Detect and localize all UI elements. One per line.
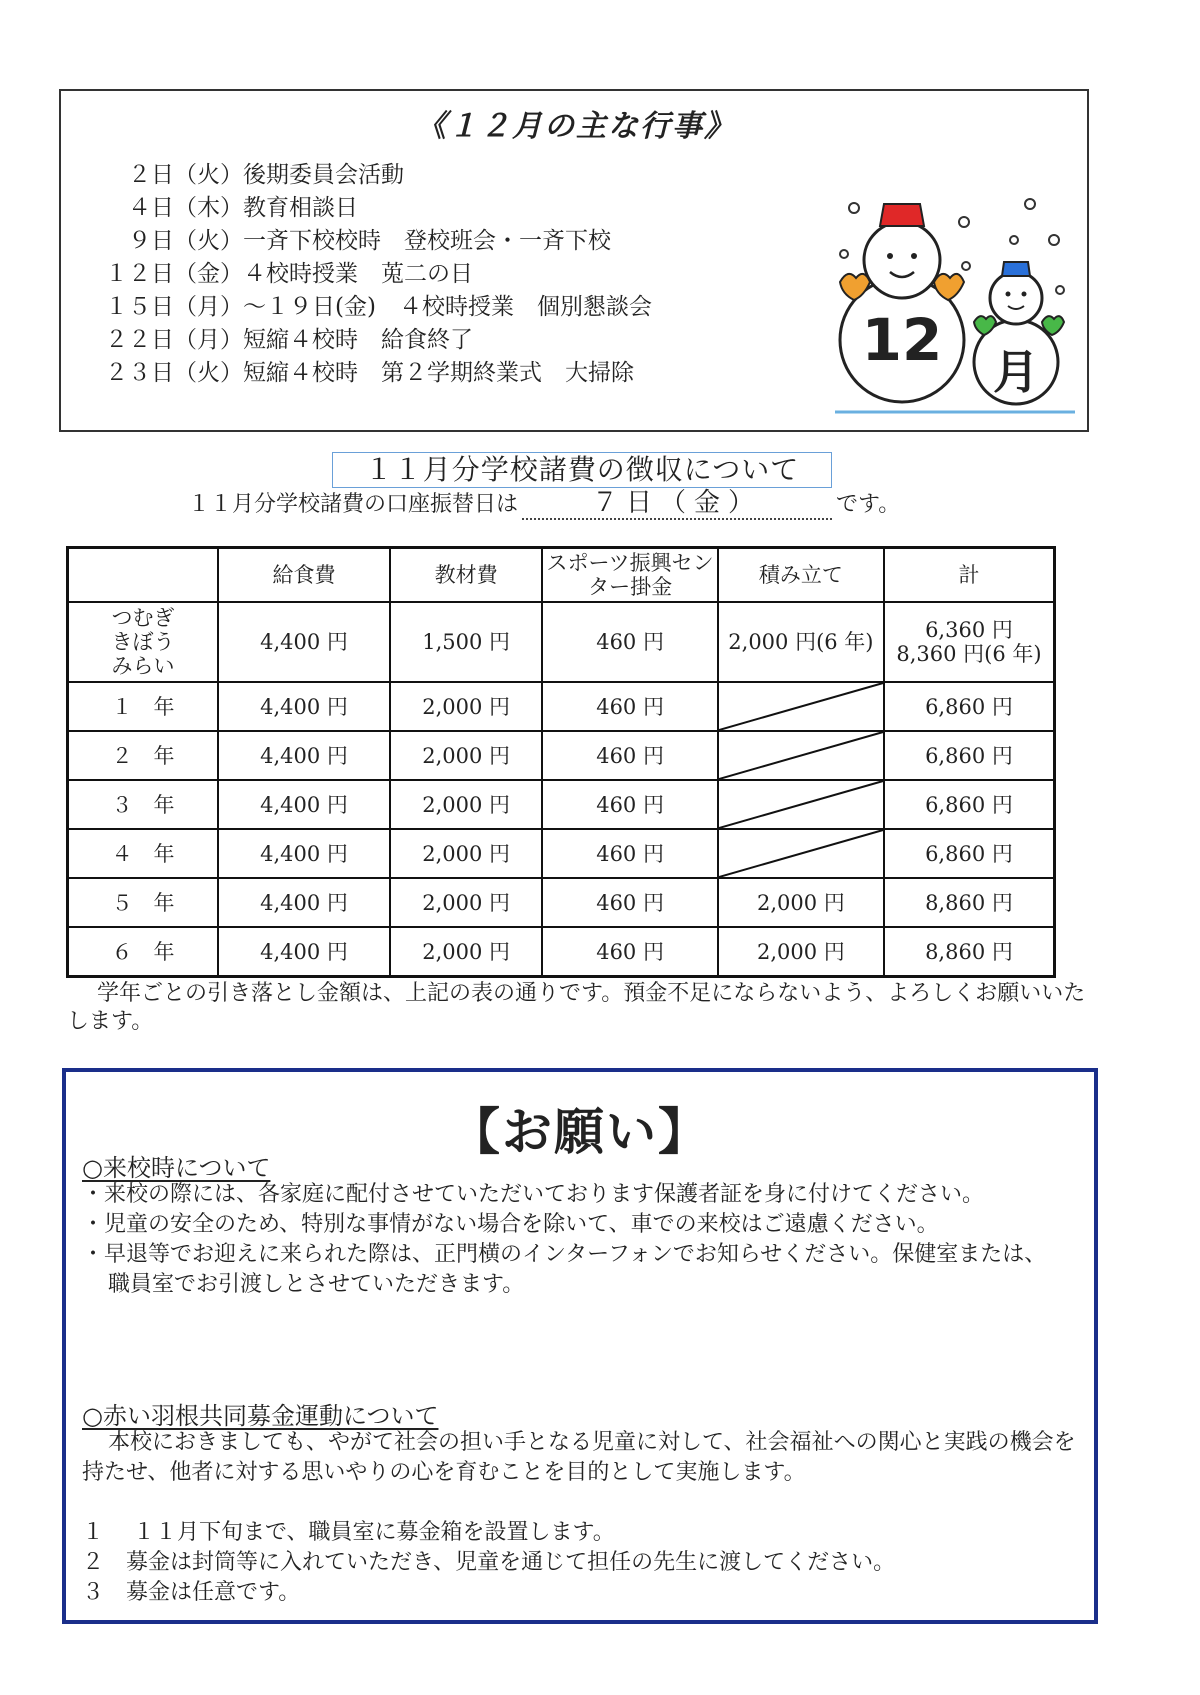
materials-fee: 2,000 円 <box>390 682 542 731</box>
materials-fee: 2,000 円 <box>390 829 542 878</box>
sports-fee: 460 円 <box>542 780 718 829</box>
list-item: １ １１月下旬まで、職員室に募金箱を設置します。 <box>82 1520 615 1545</box>
event-item: １５日（月）～１９日(金) ４校時授業 個別懇談会 <box>105 294 652 320</box>
table-row <box>68 731 1055 780</box>
fees-date-suffix: です。 <box>836 492 901 517</box>
events-title: 《１２月の主な行事》 <box>416 109 736 144</box>
lunch-fee: 4,400 円 <box>218 927 390 977</box>
row-label: ６ 年 <box>68 927 219 977</box>
lunch-fee: 4,400 円 <box>218 780 390 829</box>
materials-fee: 2,000 円 <box>390 780 542 829</box>
column-header: 教材費 <box>390 548 542 603</box>
row-label: ５ 年 <box>68 878 219 927</box>
fees-note: 学年ごとの引き落とし金額は、上記の表の通りです。預金不足にならないよう、よろしくお願いいたします。 <box>67 981 1086 1034</box>
table-row <box>68 927 1055 977</box>
table-row <box>68 878 1055 927</box>
materials-fee: 2,000 円 <box>390 731 542 780</box>
event-item: ２３日（火）短縮４校時 第２学期終業式 大掃除 <box>105 360 634 386</box>
event-item: ２２日（月）短縮４校時 給食終了 <box>105 327 473 353</box>
events-list <box>105 159 652 390</box>
visit-section-heading: ○来校時について <box>82 1154 271 1182</box>
sports-fee: 460 円 <box>542 829 718 878</box>
sports-fee: 460 円 <box>542 682 718 731</box>
feather-section-heading: ○赤い羽根共同募金運動について <box>82 1402 439 1430</box>
table-row <box>68 780 1055 829</box>
fees-date-prefix: １１月分学校諸費の口座振替日は <box>188 492 519 517</box>
column-header: 積み立て <box>718 548 884 603</box>
event-item: ２日（火）後期委員会活動 <box>105 162 404 188</box>
column-header: スポーツ振興センター掛金 <box>542 548 718 603</box>
column-header: 計 <box>884 548 1055 603</box>
list-item: ・児童の安全のため、特別な事情がない場合を除いて、車での来校はご遠慮ください。 <box>82 1212 939 1237</box>
column-header: 給食費 <box>218 548 390 603</box>
table-row <box>68 682 1055 731</box>
snowman-illustration <box>830 190 1080 420</box>
savings-fee-empty <box>718 682 884 731</box>
total-fee: 6,360 円 8,360 円(6 年) <box>884 602 1055 682</box>
total-fee: 8,860 円 <box>884 927 1055 977</box>
materials-fee: 2,000 円 <box>390 878 542 927</box>
event-item: ４日（木）教育相談日 <box>105 195 358 221</box>
svg-text:月: 月 <box>993 345 1039 399</box>
column-header <box>68 548 219 603</box>
total-fee: 6,860 円 <box>884 682 1055 731</box>
lunch-fee: 4,400 円 <box>218 731 390 780</box>
list-item: ・来校の際には、各家庭に配付させていただいております保護者証を身に付けてください。 <box>82 1182 985 1207</box>
event-item: ９日（火）一斉下校校時 登校班会・一斉下校 <box>105 228 611 254</box>
savings-fee: 2,000 円 <box>718 878 884 927</box>
lunch-fee: 4,400 円 <box>218 602 390 682</box>
savings-fee-empty <box>718 780 884 829</box>
materials-fee: 1,500 円 <box>390 602 542 682</box>
materials-fee: 2,000 円 <box>390 927 542 977</box>
list-item: ２ 募金は封筒等に入れていただき、児童を通じて担任の先生に渡してください。 <box>82 1550 896 1575</box>
list-item: ・早退等でお迎えに来られた際は、正門横のインターフォンでお知らせください。保健室または、職員室でお引渡しとさせていただきます。 <box>82 1242 1047 1297</box>
total-fee: 8,860 円 <box>884 878 1055 927</box>
row-label: ４ 年 <box>68 829 219 878</box>
savings-fee-empty <box>718 829 884 878</box>
table-row <box>68 829 1055 878</box>
feather-items <box>82 1518 1082 1608</box>
row-label: ２ 年 <box>68 731 219 780</box>
fees-date-line <box>188 488 900 520</box>
savings-fee: 2,000 円(6 年) <box>718 602 884 682</box>
sports-fee: 460 円 <box>542 927 718 977</box>
sports-fee: 460 円 <box>542 731 718 780</box>
feather-body: 本校におきましても、やがて社会の担い手となる児童に対して、社会福祉への関心と実践の機会を持たせ、他者に対する思いやりの心を育むことを目的として実施します。 <box>82 1430 1076 1485</box>
lunch-fee: 4,400 円 <box>218 829 390 878</box>
requests-box <box>62 1068 1098 1624</box>
svg-text:12: 12 <box>861 306 943 374</box>
lunch-fee: 4,400 円 <box>218 878 390 927</box>
row-label: １ 年 <box>68 682 219 731</box>
savings-fee: 2,000 円 <box>718 927 884 977</box>
fees-date-value: ７日（金） <box>522 488 832 520</box>
table-row <box>68 602 1055 682</box>
event-item: １２日（金）４校時授業 莵二の日 <box>105 261 473 287</box>
list-item: ３ 募金は任意です。 <box>82 1580 301 1605</box>
savings-fee-empty <box>718 731 884 780</box>
row-label: ３ 年 <box>68 780 219 829</box>
table-header-row <box>68 548 1055 603</box>
sports-fee: 460 円 <box>542 878 718 927</box>
total-fee: 6,860 円 <box>884 731 1055 780</box>
requests-title: 【お願い】 <box>450 1103 710 1161</box>
lunch-fee: 4,400 円 <box>218 682 390 731</box>
fees-table <box>66 546 1056 978</box>
row-label: つむぎ きぼう みらい <box>68 602 219 682</box>
total-fee: 6,860 円 <box>884 780 1055 829</box>
fees-heading: １１月分学校諸費の徴収について <box>332 452 832 488</box>
visit-items <box>82 1180 1062 1300</box>
sports-fee: 460 円 <box>542 602 718 682</box>
total-fee: 6,860 円 <box>884 829 1055 878</box>
